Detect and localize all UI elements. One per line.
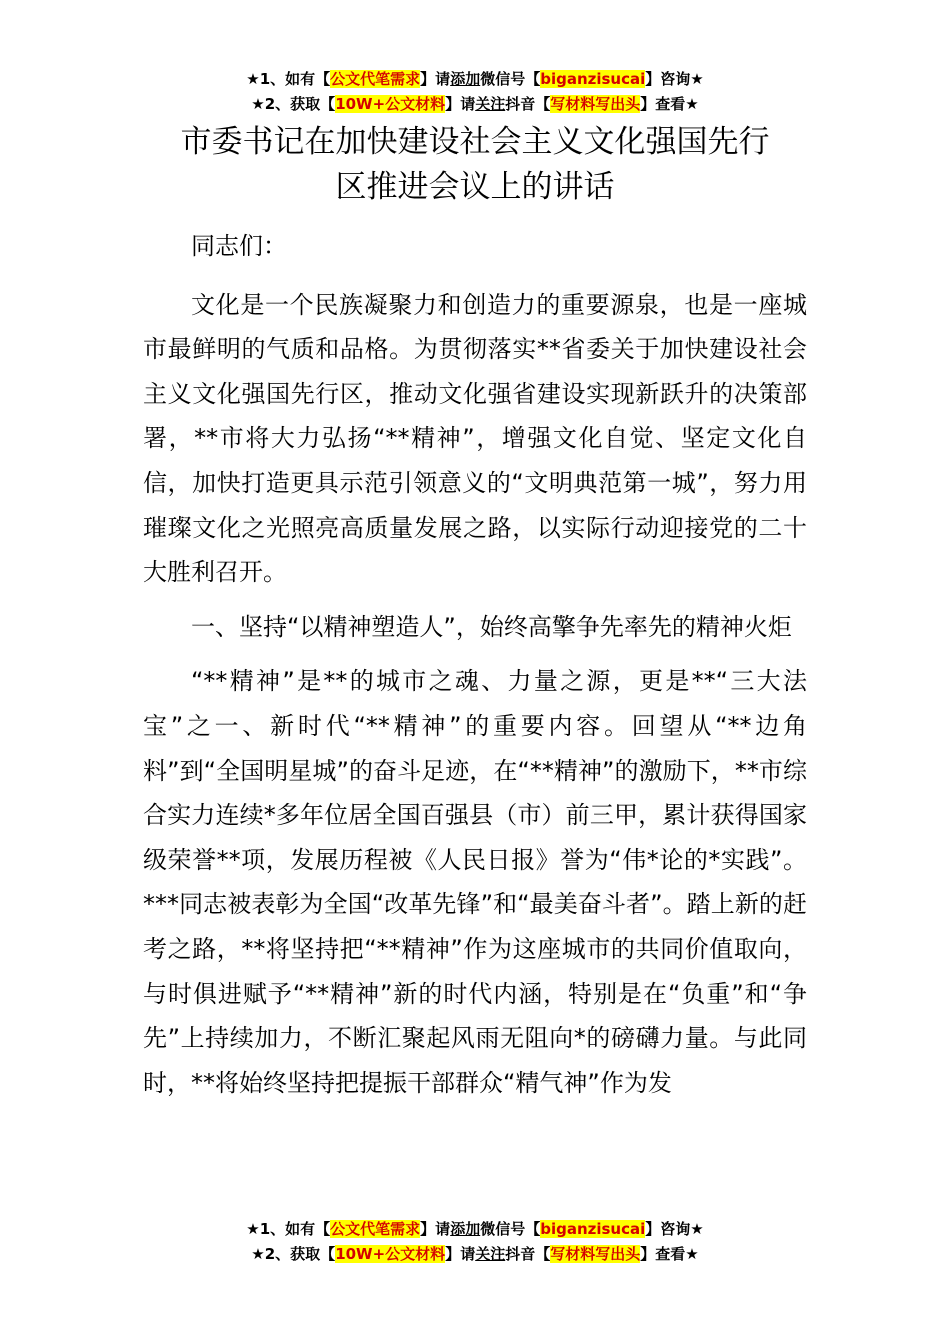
banner-text: 微信号【 (480, 1220, 541, 1238)
paragraph-1: 文化是一个民族凝聚力和创造力的重要源泉，也是一座城市最鲜明的气质和品格。为贯彻落实**省委关于加快建设社会主义文化强国先行区，推动文化强省建设实现新跃升的决策部署，**市将大力弘扬“**精神”，增强文化自觉、坚定文化自信，加快打造更具示范引领意义的“文明典范第一城”，努力用璀璨文化之光照亮高质量发展之路，以实际行动迎接党的二十大胜利召开。 (143, 290, 807, 587)
title-line-1: 市委书记在加快建设社会主义文化强国先行 (180, 124, 770, 160)
banner-line-2 (0, 92, 950, 117)
star-icon: ★ (251, 1245, 265, 1263)
section-heading-1: 一、坚持“以精神塑造人”，始终高擎争先率先的精神火炬 (191, 612, 792, 641)
banner-highlight: 公文代笔需求 (330, 1220, 421, 1238)
banner-text: 】查看★ (640, 1245, 699, 1263)
paragraph-2: “**精神”是**的城市之魂、力量之源，更是**“三大法宝”之一、新时代“**精神”的重要内容。回望从“**边角料”到“全国明星城”的奋斗足迹，在“**精神”的激励下，**市综合实力连续*多年位居全国百强县（市）前三甲，累计获得国家级荣誉**项，发展历程被《人民日报》誉为“伟*论的*实践”。***同志被表彰为全国“改革先锋”和“最美奋斗者”。踏上新的赶考之路，**将坚持把“**精神”作为这座城市的共同价值取向，与时俱进赋予“**精神”新的时代内涵，特别是在“负重”和“争先”上持续加力，不断汇聚起风雨无阻向*的磅礴力量。与此同时，**将始终坚持把提振干部群众“精气神”作为发 (143, 667, 807, 1097)
banner-text: 2、获取【 (264, 95, 336, 113)
banner-underline: 添加 (450, 1220, 481, 1238)
banner-highlight: 10W+公文材料 (335, 1245, 446, 1263)
banner-text: 抖音【 (505, 95, 551, 113)
banner-text: 】请 (445, 95, 476, 113)
banner-text: 抖音【 (505, 1245, 551, 1263)
banner-text: 】请 (420, 70, 451, 88)
star-icon: ★ (246, 1220, 260, 1238)
banner-text: 1、如有【 (259, 70, 331, 88)
banner-line-1 (0, 67, 950, 92)
banner-text: 】请 (420, 1220, 451, 1238)
banner-highlight: biganzisucai (540, 70, 646, 88)
star-icon: ★ (246, 70, 260, 88)
banner-highlight: 10W+公文材料 (335, 95, 446, 113)
banner-highlight: 写材料写出头 (550, 1245, 641, 1263)
banner-text: 1、如有【 (259, 1220, 331, 1238)
banner-underline: 添加 (450, 70, 481, 88)
banner-highlight: 公文代笔需求 (330, 70, 421, 88)
banner-underline: 关注 (475, 1245, 506, 1263)
document-title (140, 120, 810, 210)
banner-text: 微信号【 (480, 70, 541, 88)
greeting: 同志们： (191, 232, 287, 260)
banner-underline: 关注 (475, 95, 506, 113)
document-body (143, 224, 807, 1115)
banner-highlight: 写材料写出头 (550, 95, 641, 113)
banner-text: 】咨询★ (645, 1220, 704, 1238)
banner-line-1 (0, 1217, 950, 1242)
banner-highlight: biganzisucai (540, 1220, 646, 1238)
footer-banner (0, 1217, 950, 1267)
banner-text: 】请 (445, 1245, 476, 1263)
banner-text: 2、获取【 (264, 1245, 336, 1263)
title-line-2: 区推进会议上的讲话 (335, 169, 615, 205)
banner-line-2 (0, 1242, 950, 1267)
header-banner (0, 67, 950, 117)
star-icon: ★ (251, 95, 265, 113)
banner-text: 】咨询★ (645, 70, 704, 88)
banner-text: 】查看★ (640, 95, 699, 113)
